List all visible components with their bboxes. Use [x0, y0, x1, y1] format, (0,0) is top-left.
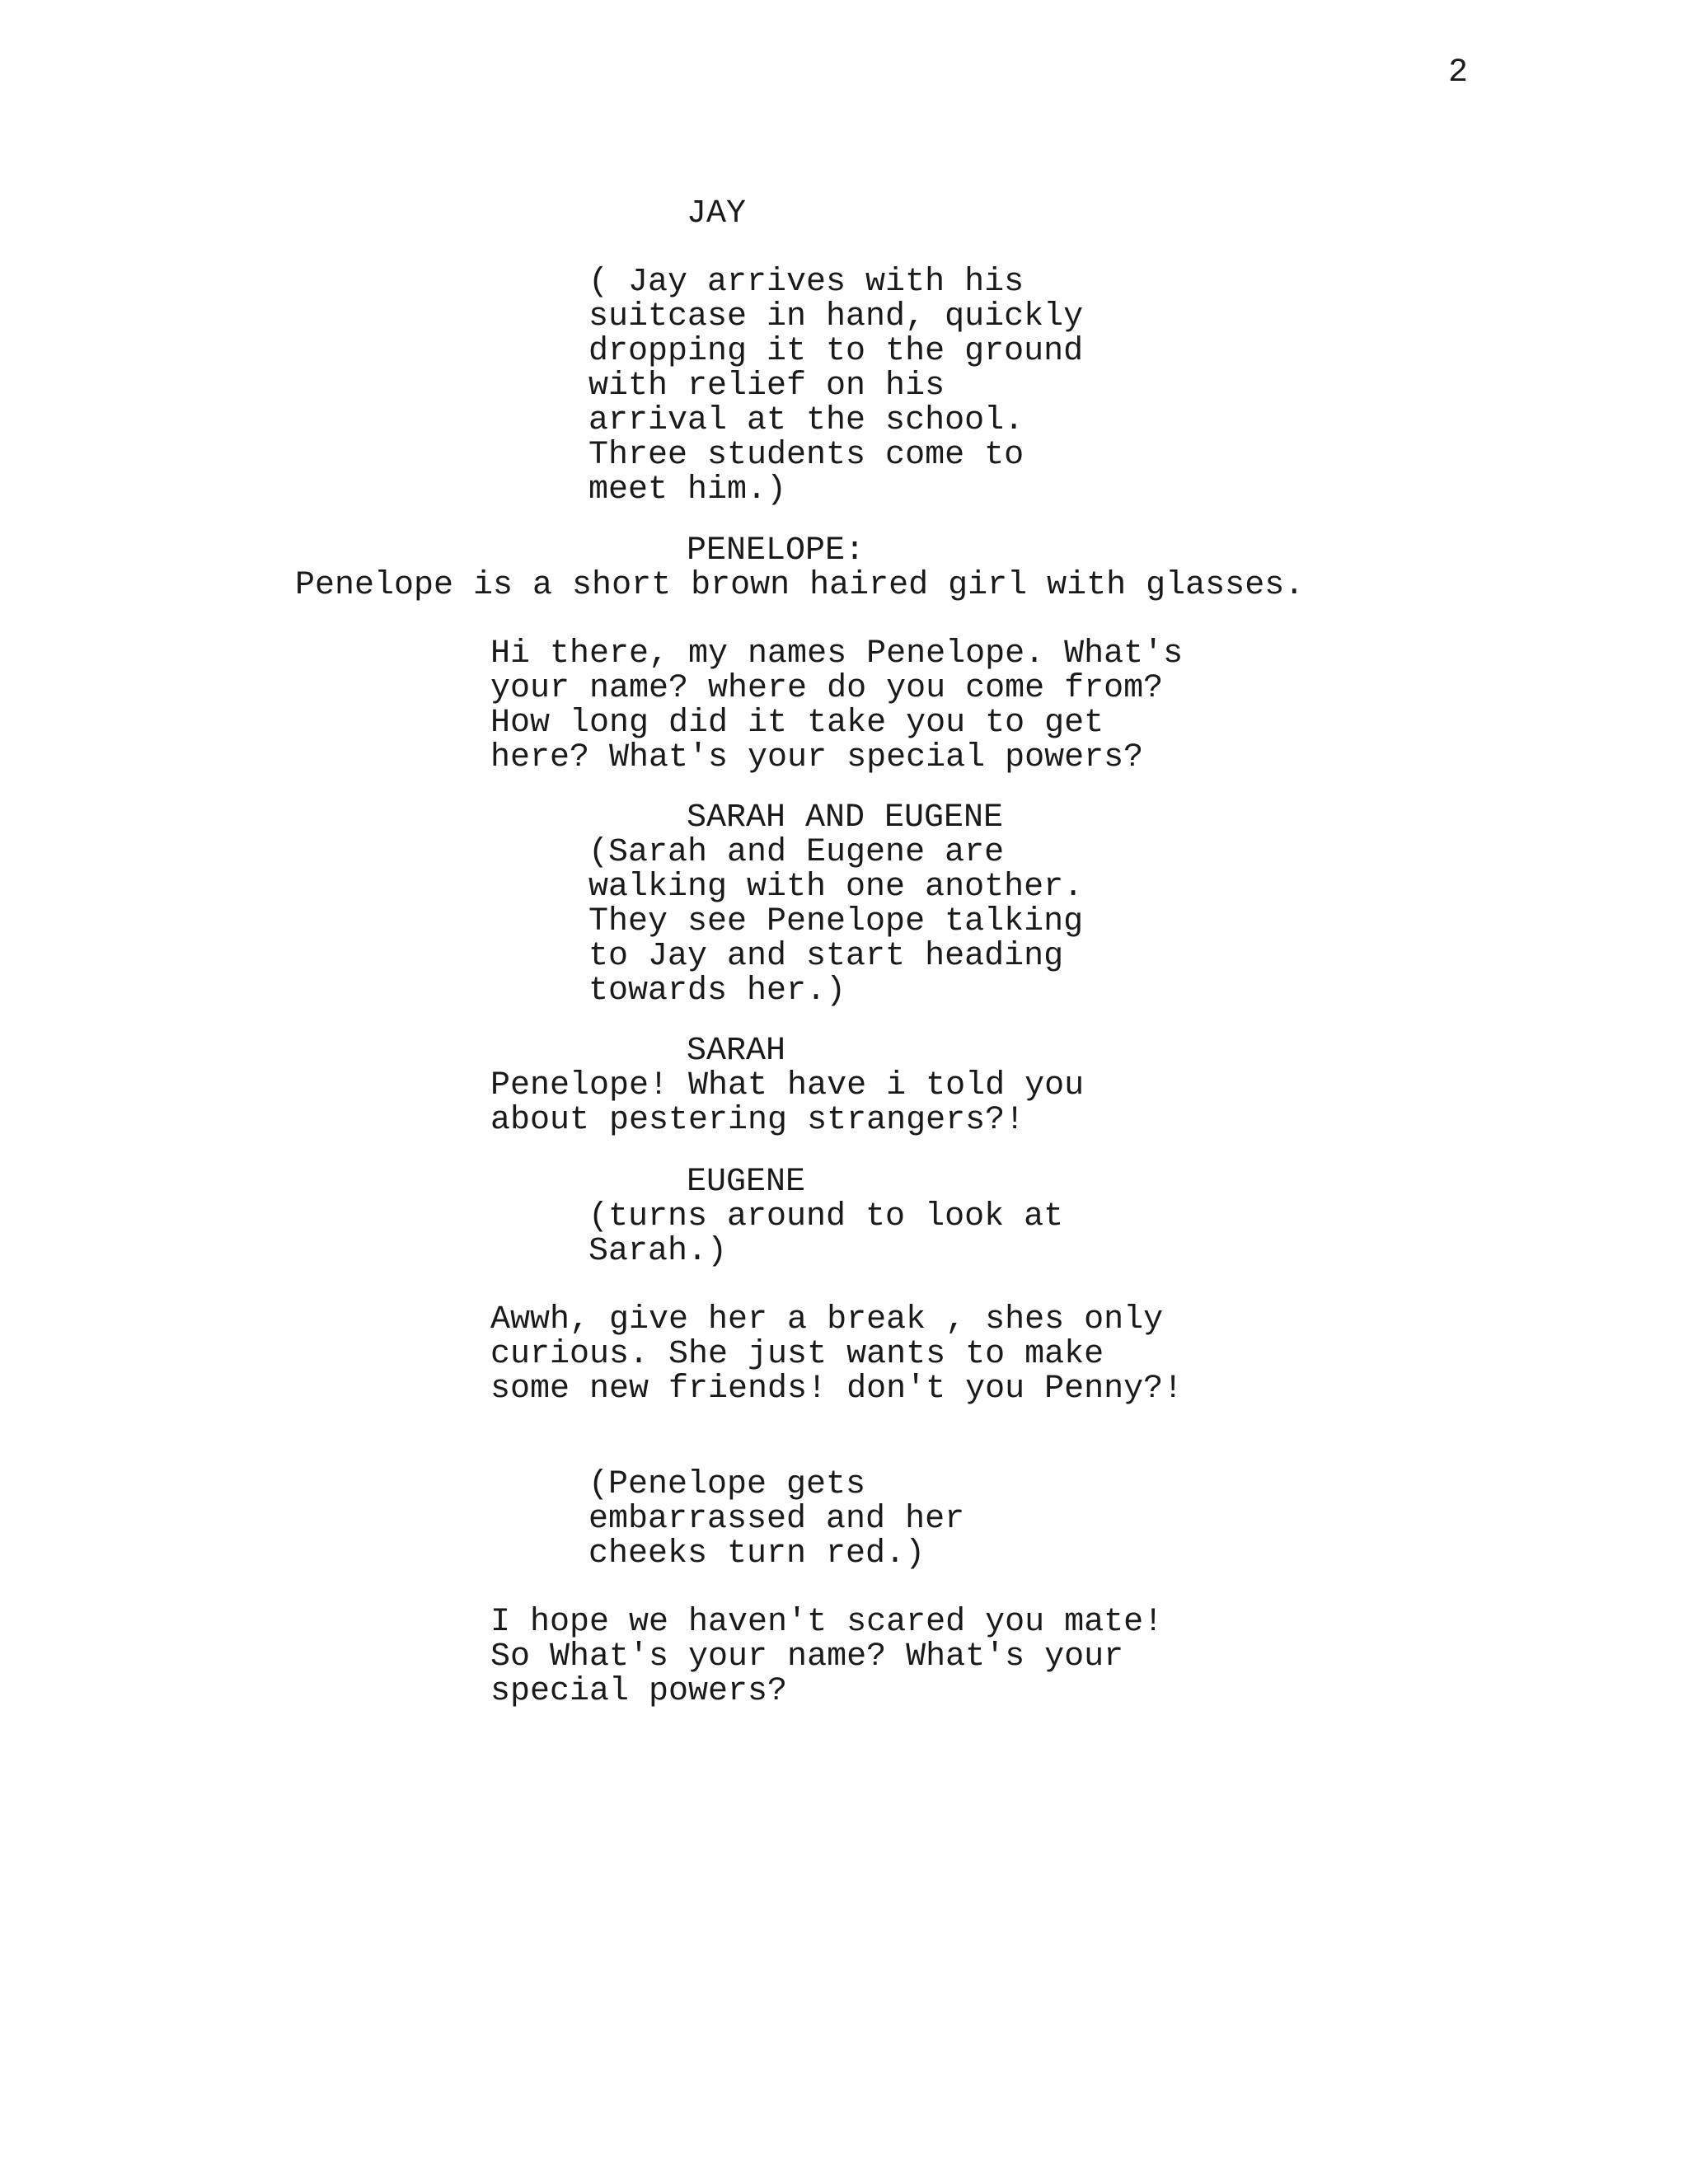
dialogue-line: I hope we haven't scared you mate! — [490, 1604, 1164, 1641]
dialogue-line: here? What's your special powers? — [490, 739, 1144, 776]
dialogue-eugene-2 — [490, 1605, 1163, 1709]
character-description-penelope: Penelope is a short brown haired girl with glasses. — [295, 567, 1305, 604]
dialogue-penelope — [490, 637, 1183, 776]
action-jay-arrives — [588, 265, 1083, 508]
action-line: (Penelope gets — [588, 1466, 866, 1503]
dialogue-eugene-1 — [490, 1303, 1183, 1407]
dialogue-line: Hi there, my names Penelope. What's — [490, 635, 1184, 673]
action-line: Three students come to — [588, 437, 1025, 474]
dialogue-line: some new friends! don't you Penny?! — [490, 1371, 1184, 1408]
page-number: 2 — [1448, 54, 1469, 91]
action-line: (Sarah and Eugene are — [588, 834, 1005, 871]
action-line: They see Penelope talking — [588, 903, 1084, 940]
action-sarah-eugene — [588, 836, 1083, 1009]
character-cue-penelope: PENELOPE: — [687, 532, 865, 569]
character-cue-sarah-and-eugene: SARAH AND EUGENE — [687, 799, 1004, 837]
dialogue-line: curious. She just wants to make — [490, 1336, 1104, 1373]
dialogue-line: Penelope! What have i told you — [490, 1067, 1085, 1104]
parenthetical-line: Sarah.) — [588, 1233, 728, 1270]
parenthetical-line: (turns around to look at — [588, 1198, 1064, 1235]
character-cue-eugene: EUGENE — [687, 1164, 806, 1201]
action-line: meet him.) — [588, 471, 787, 509]
action-line: embarrassed and her — [588, 1501, 965, 1538]
action-line: arrival at the school. — [588, 402, 1025, 439]
dialogue-line: So What's your name? What's your — [490, 1638, 1124, 1675]
character-cue-sarah: SARAH — [687, 1033, 786, 1070]
action-line: towards her.) — [588, 972, 846, 1010]
action-line: with relief on his — [588, 368, 945, 405]
dialogue-line: special powers? — [490, 1673, 788, 1710]
action-line: walking with one another. — [588, 869, 1084, 906]
dialogue-line: your name? where do you come from? — [490, 670, 1164, 707]
action-line: ( Jay arrives with his — [588, 264, 1025, 301]
dialogue-line: Awwh, give her a break , shes only — [490, 1301, 1164, 1338]
action-line: cheeks turn red.) — [588, 1535, 926, 1572]
character-cue-jay: JAY — [687, 195, 747, 232]
dialogue-line: about pestering strangers?! — [490, 1102, 1025, 1139]
action-penelope-embarrassed — [588, 1468, 964, 1572]
parenthetical-eugene — [588, 1200, 1063, 1269]
action-line: suitcase in hand, quickly — [588, 298, 1084, 335]
action-line: dropping it to the ground — [588, 333, 1084, 370]
dialogue-line: How long did it take you to get — [490, 705, 1104, 742]
action-line: to Jay and start heading — [588, 938, 1064, 975]
dialogue-sarah — [490, 1069, 1084, 1138]
